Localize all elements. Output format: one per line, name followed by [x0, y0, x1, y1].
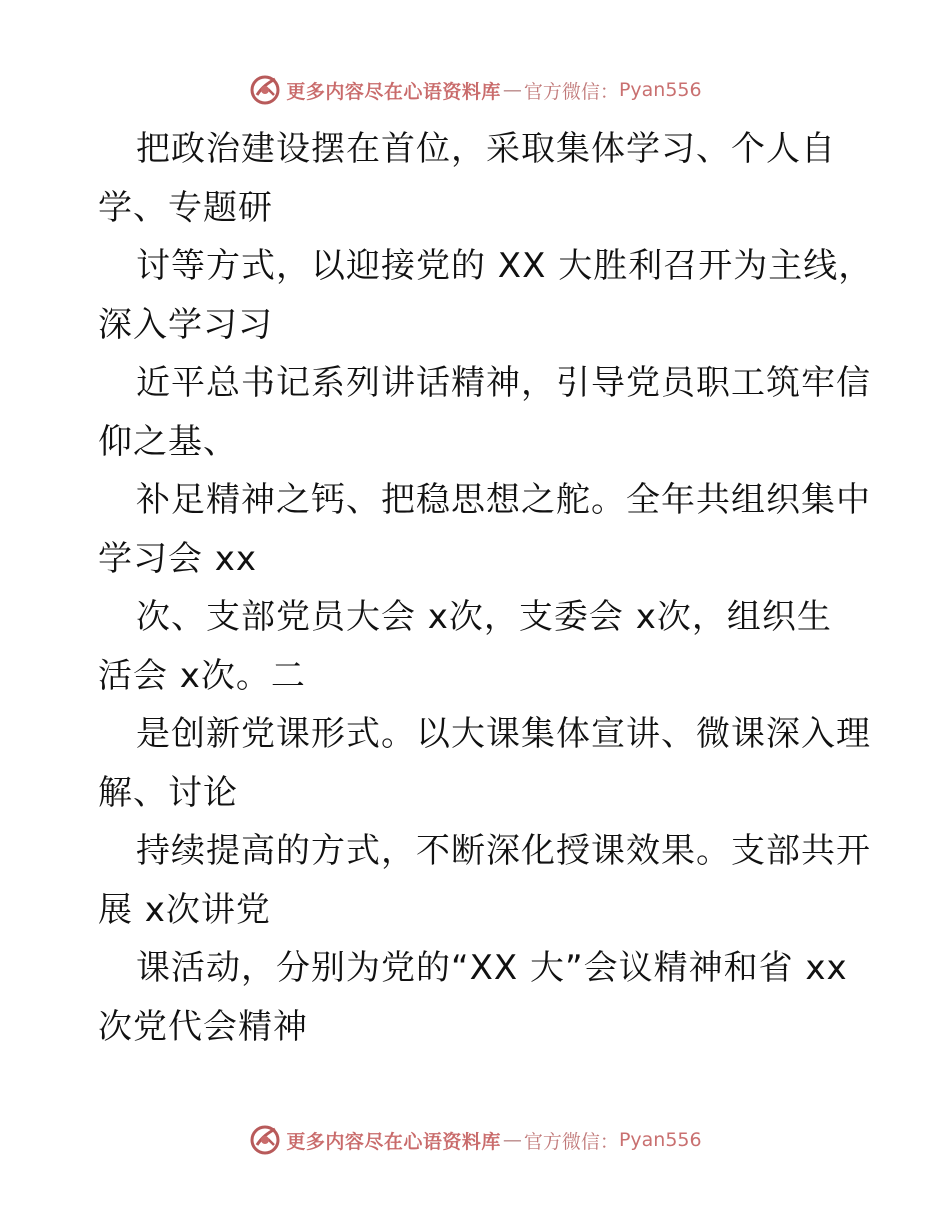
text-line: 是创新党课形式。以大课集体宣讲、微课深入理	[136, 714, 871, 754]
text-line: 仰之基、	[98, 421, 238, 462]
footer-banner	[0, 1122, 950, 1158]
text-line: 补足精神之钙、把稳思想之舵。全年共组织集中	[136, 480, 871, 520]
footer-wechat-id: Pyan556	[618, 1129, 702, 1151]
text-line: 把政治建设摆在首位，采取集体学习、个人自	[136, 129, 836, 169]
text-line: 次党代会精神	[98, 1006, 308, 1047]
footer-brand: 更多内容尽在心语资料库	[286, 1130, 501, 1153]
document-body	[98, 120, 874, 1056]
text-line: 持续提高的方式，不断深化授课效果。支部共开	[136, 831, 871, 871]
footer-separator: —	[502, 1129, 522, 1151]
text-line: 展 x次讲党	[98, 889, 271, 930]
header-wechat-id: Pyan556	[618, 79, 702, 101]
header-banner	[0, 72, 950, 108]
text-line: 近平总书记系列讲话精神，引导党员职工筑牢信	[136, 363, 871, 403]
footer-wechat-label: 官方微信：	[523, 1130, 619, 1153]
text-line: 学、专题研	[98, 187, 273, 228]
header-wechat-label: 官方微信：	[523, 80, 619, 103]
text-line: 解、讨论	[98, 772, 238, 813]
text-line: 深入学习习	[98, 304, 273, 345]
header-brand: 更多内容尽在心语资料库	[286, 80, 501, 103]
header-separator: —	[502, 79, 522, 101]
text-line: 学习会 xx	[98, 538, 258, 579]
text-line: 讨等方式，以迎接党的 XX 大胜利召开为主线，	[136, 246, 874, 286]
pen-swirl-icon	[248, 73, 282, 107]
text-line: 次、支部党员大会 x次，支委会 x次，组织生	[136, 597, 832, 637]
pen-swirl-icon	[248, 1123, 282, 1157]
text-line: 课活动，分别为党的“XX 大”会议精神和省 xx	[136, 948, 848, 988]
text-line: 活会 x次。二	[98, 655, 306, 696]
